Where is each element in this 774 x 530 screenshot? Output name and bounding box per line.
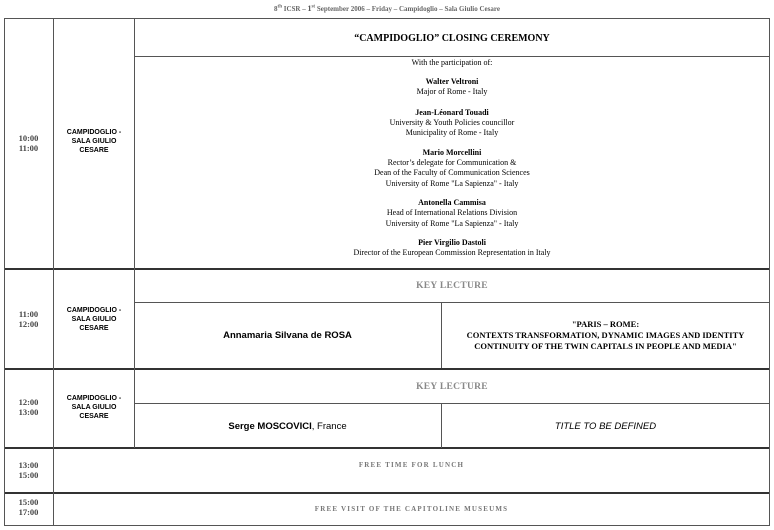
- session-title: “CAMPIDOGLIO” CLOSING CEREMONY: [354, 33, 550, 44]
- participant-role: Municipality of Rome - Italy: [405, 128, 499, 137]
- venue-line: CAMPIDOGLIO -: [66, 307, 122, 314]
- page-header: [0, 4, 774, 13]
- time-start: 10:00: [18, 133, 39, 143]
- lunch-label: FREE TIME FOR LUNCH: [358, 461, 465, 469]
- venue-line: CESARE: [79, 147, 109, 154]
- time-start: 13:00: [18, 460, 39, 470]
- venue-line: CESARE: [79, 413, 109, 420]
- venue-line: CESARE: [79, 325, 109, 332]
- header-conference: ICSR –: [281, 5, 308, 13]
- grid-line: [4, 368, 770, 370]
- session-venue: [54, 128, 134, 155]
- time-end: 11:00: [18, 143, 39, 153]
- lecture-title-line: CONTEXTS TRANSFORMATION, DYNAMIC IMAGES AND IDENTITY: [466, 330, 745, 340]
- grid-line: [134, 56, 770, 57]
- lecture-title-line: "PARIS – ROME:: [571, 319, 640, 329]
- participant-role: Director of the European Commission Representation in Italy: [353, 248, 551, 257]
- venue-line: SALA GIULIO: [71, 404, 117, 411]
- participant-role: Dean of the Faculty of Communication Sciences: [374, 168, 530, 177]
- header-day-suffix: st: [311, 4, 316, 10]
- session-time: [4, 133, 53, 153]
- header-edition: 8: [274, 5, 278, 13]
- grid-line: [4, 492, 770, 494]
- key-lecture-label: KEY LECTURE: [416, 281, 488, 291]
- grid-line: [4, 447, 770, 449]
- participant-name: Jean-Léonard Touadi: [415, 107, 489, 117]
- speaker-name: [134, 421, 441, 432]
- participant-name: Walter Veltroni: [425, 77, 479, 86]
- participants-intro: With the participation of:: [411, 58, 493, 67]
- venue-line: CAMPIDOGLIO -: [66, 395, 122, 402]
- time-start: 15:00: [18, 497, 39, 507]
- grid-line: [4, 525, 770, 526]
- lecture-title-line: CONTINUITY OF THE TWIN CAPITALS IN PEOPLE AND MEDIA": [474, 341, 737, 351]
- session-time: [4, 309, 53, 329]
- grid-line: [53, 18, 54, 526]
- participant-role: University of Rome "La Sapienza" - Italy: [385, 218, 519, 228]
- time-end: 12:00: [18, 319, 39, 329]
- time-end: 17:00: [18, 507, 39, 517]
- key-lecture-label: KEY LECTURE: [416, 382, 488, 392]
- participant-name: Mario Morcellini: [422, 147, 482, 157]
- venue-line: SALA GIULIO: [71, 316, 117, 323]
- venue-line: SALA GIULIO: [71, 138, 117, 145]
- participant-role: Major of Rome - Italy: [416, 87, 488, 96]
- grid-line: [4, 18, 5, 526]
- time-start: 11:00: [18, 309, 39, 319]
- participant-name: Pier Virgilio Dastoli: [418, 238, 486, 247]
- grid-line: [134, 403, 770, 404]
- speaker-country: , France: [311, 421, 347, 432]
- participant-role: Head of International Relations Division: [386, 208, 518, 217]
- session-time: [4, 497, 53, 517]
- header-day: 1: [307, 4, 312, 13]
- speaker-name-bold: Serge MOSCOVICI: [228, 421, 312, 432]
- grid-line: [134, 302, 770, 303]
- header-details: September 2006 – Friday – Campidoglio – Sala Giulio Cesare: [315, 5, 500, 13]
- museum-visit-label: FREE VISIT OF THE CAPITOLINE MUSEUMS: [314, 505, 509, 513]
- session-time: [4, 397, 53, 417]
- lecture-title: [442, 319, 769, 352]
- session-venue: [54, 394, 134, 421]
- speaker-name-bold: Annamaria Silvana de ROSA: [223, 330, 352, 341]
- session-venue: [54, 306, 134, 333]
- grid-line: [4, 18, 770, 19]
- header-edition-suffix: th: [277, 4, 282, 10]
- participant-role: University & Youth Policies councillor: [389, 117, 515, 127]
- lecture-title: TITLE TO BE DEFINED: [554, 421, 657, 432]
- time-start: 12:00: [18, 397, 39, 407]
- grid-line: [4, 268, 770, 270]
- venue-line: CAMPIDOGLIO -: [66, 129, 122, 136]
- time-end: 13:00: [18, 407, 39, 417]
- participant-name: Antonella Cammisa: [418, 198, 486, 207]
- participant-role: University of Rome "La Sapienza" - Italy: [385, 178, 519, 188]
- speaker-name: [134, 330, 441, 341]
- participant-role: Rector’s delegate for Communication &: [387, 157, 517, 167]
- session-time: [4, 460, 53, 480]
- participants-block: [134, 58, 770, 259]
- time-end: 15:00: [18, 470, 39, 480]
